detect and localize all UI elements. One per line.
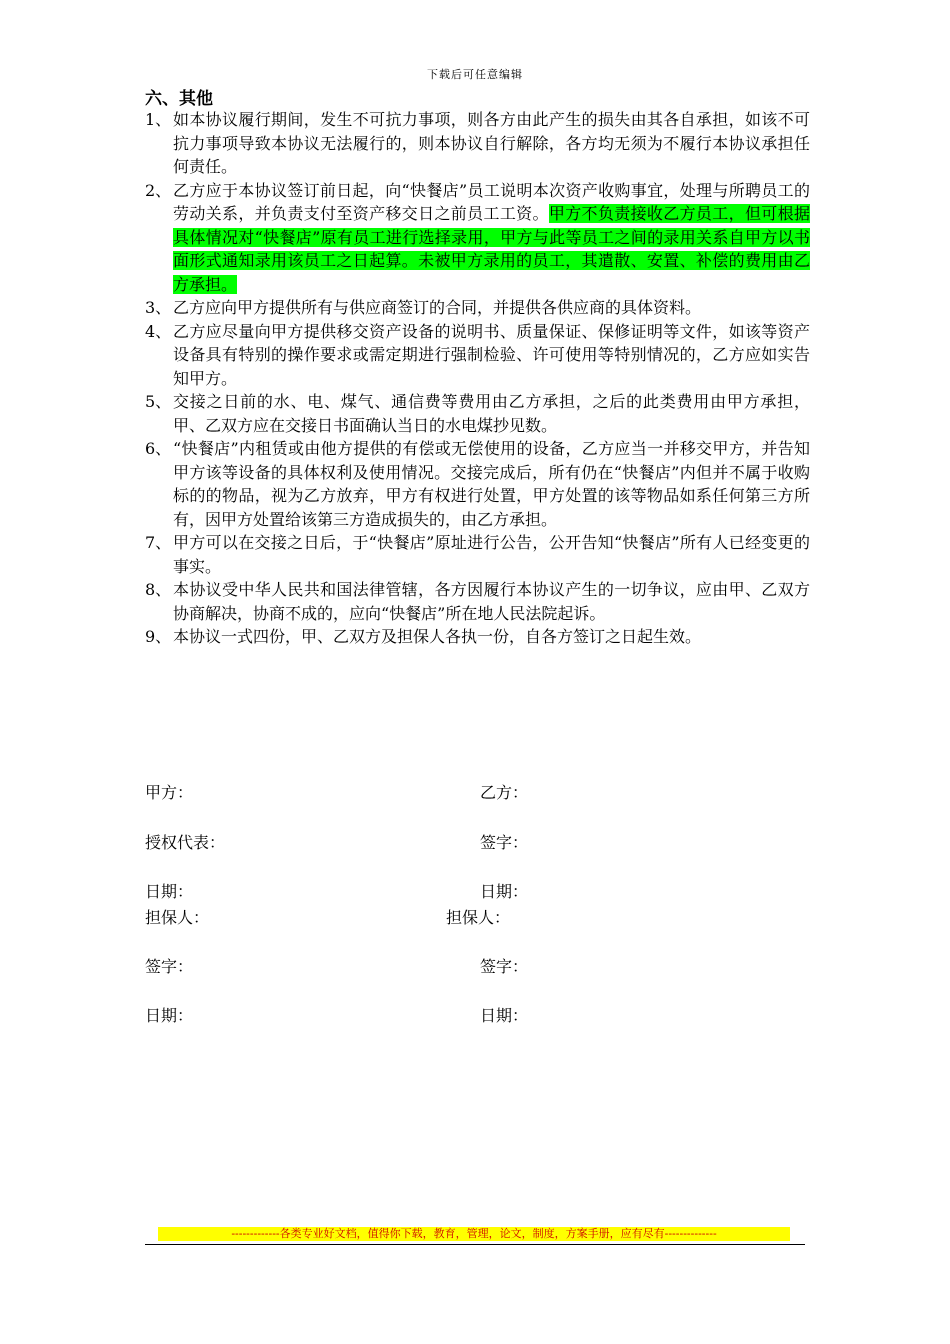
clause-number: 3、 — [145, 298, 172, 317]
clause-item — [145, 625, 810, 649]
highlighted-text: 甲方不负责接收乙方员工，但可根据具体情况对“快餐店”原有员工进行选择录用，甲方与此等员工之间的录用关系自甲方以书面形式通知录用该员工之日起算。未被甲方录用的员工，其遣散、安置、补偿的费用由乙方承担。 — [173, 204, 810, 294]
clause-number: 7、 — [145, 533, 172, 552]
clause-text: 乙方应尽量向甲方提供移交资产设备的说明书、质量保证、保修证明等文件，如该等资产设备具有特别的操作要求或需定期进行强制检验、许可使用等特别情况的，乙方应如实告知甲方。 — [173, 321, 810, 388]
clause-number: 9、 — [145, 627, 172, 646]
clause-item — [145, 531, 810, 578]
clause-text: 本协议受中华人民共和国法律管辖，各方因履行本协议产生的一切争议，应由甲、乙双方协商解决，协商不成的，应向“快餐店”所在地人民法院起诉。 — [173, 580, 810, 623]
guarantor-b-label: 担保人： — [446, 908, 511, 927]
guarantor-a-date-label: 日期： — [145, 1006, 194, 1025]
clause-item — [145, 179, 810, 297]
guarantor-a-sign-label: 签字： — [145, 957, 194, 976]
clause-text: “快餐店”内租赁或由他方提供的有偿或无偿使用的设备，乙方应当一并移交甲方，并告知甲方该等设备的具体权利及使用情况。交接完成后，所有仍在“快餐店”内但并不属于收购标的的物品，视为乙方放弃，甲方有权进行处置，甲方处置的该等物品如系任何第三方所有，因甲方处置给该第三方造成损失的，由乙方承担。 — [173, 439, 810, 529]
party-a-label: 甲方： — [145, 783, 194, 802]
clause-number: 4、 — [145, 321, 172, 341]
clause-text: 乙方应于本协议签订前日起，向“快餐店”员工说明本次资产收购事宜，处理与所聘员工的劳动关系，并负责支付至资产移交日之前员工工资。 — [173, 180, 810, 223]
guarantor-b-date-label: 日期： — [480, 1006, 529, 1025]
clause-text: 如本协议履行期间，发生不可抗力事项，则各方由此产生的损失由其各自承担，如该不可抗力事项导致本协议无法履行的，则本协议自行解除，各方均无须为不履行本协议承担任何责任。 — [173, 110, 810, 176]
clause-item — [145, 108, 810, 179]
clause-item — [145, 578, 810, 625]
clause-item — [145, 320, 810, 391]
clause-text-with-highlight — [173, 179, 810, 297]
clause-number: 5、 — [145, 392, 172, 411]
footer-divider — [145, 1244, 805, 1245]
clause-item — [145, 296, 810, 320]
authorized-rep-label: 授权代表： — [145, 833, 226, 852]
guarantor-a-label: 担保人： — [145, 908, 210, 927]
party-a-date-label: 日期： — [145, 882, 194, 901]
clause-number: 2、 — [145, 180, 172, 200]
clause-text: 交接之日前的水、电、煤气、通信费等费用由乙方承担，之后的此类费用由甲方承担，甲、乙双方应在交接日书面确认当日的水电煤抄见数。 — [173, 392, 810, 435]
footer-banner: -------------各类专业好文档，值得你下载，教育，管理，论文，制度，方案手册，应有尽有-------------- — [158, 1227, 790, 1241]
header-note: 下载后可任意编辑 — [427, 68, 523, 81]
clause-number: 1、 — [145, 110, 172, 129]
party-b-sign-label: 签字： — [480, 833, 529, 852]
clause-text: 乙方应向甲方提供所有与供应商签订的合同，并提供各供应商的具体资料。 — [173, 298, 702, 317]
clause-number: 8、 — [145, 580, 172, 599]
clause-text: 甲方可以在交接之日后，于“快餐店”原址进行公告，公开告知“快餐店”所有人已经变更的事实。 — [173, 533, 810, 576]
clause-list — [145, 108, 810, 649]
clause-number: 6、 — [145, 439, 172, 458]
clause-item — [145, 437, 810, 531]
clause-text: 本协议一式四份，甲、乙双方及担保人各执一份，自各方签订之日起生效。 — [173, 627, 702, 646]
party-b-label: 乙方： — [480, 783, 529, 802]
clause-item — [145, 390, 810, 437]
section-title: 六、其他 — [145, 89, 213, 109]
party-b-date-label: 日期： — [480, 882, 529, 901]
guarantor-b-sign-label: 签字： — [480, 957, 529, 976]
